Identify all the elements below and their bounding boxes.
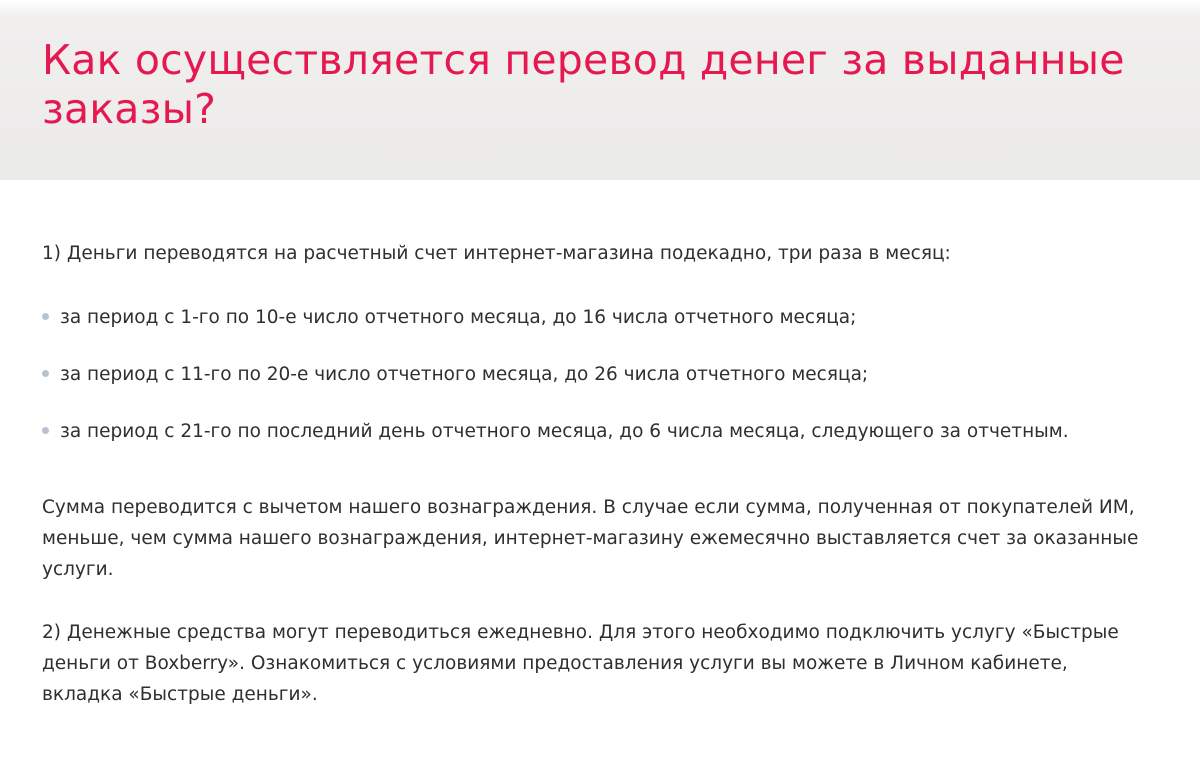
list-item-text: за период с 21-го по последний день отчетного месяца, до 6 числа месяца, следующего за отчетным. bbox=[60, 421, 1069, 442]
bullet-icon bbox=[42, 370, 49, 377]
bullet-icon bbox=[42, 313, 49, 320]
list-item-text: за период с 1-го по 10-е число отчетного месяца, до 16 числа отчетного месяца; bbox=[60, 307, 857, 328]
deduction-paragraph: Сумма переводится с вычетом нашего вознаграждения. В случае если сумма, полученная от покупателей ИМ, меньше, чем сумма нашего вознаграждения, интернет-магазину ежемесячно выставляется счет за оказанные услуги. bbox=[42, 497, 1139, 580]
page-title: Как осуществляется перевод денег за выданные заказы? bbox=[42, 36, 1125, 133]
bullet-icon bbox=[42, 427, 49, 434]
intro-paragraph: 1) Деньги переводятся на расчетный счет интернет-магазина подекадно, три раза в месяц: bbox=[42, 243, 951, 264]
fast-money-paragraph: 2) Денежные средства могут переводиться ежедневно. Для этого необходимо подключить услугу «Быстрые деньги от Boxberry». Ознакомиться с условиями предоставления услуги вы можете в Личном кабинете, вкладка «Быстрые деньги». bbox=[42, 622, 1119, 705]
list-item-text: за период с 11-го по 20-е число отчетного месяца, до 26 числа отчетного месяца; bbox=[60, 364, 869, 385]
page-header bbox=[0, 0, 1200, 180]
